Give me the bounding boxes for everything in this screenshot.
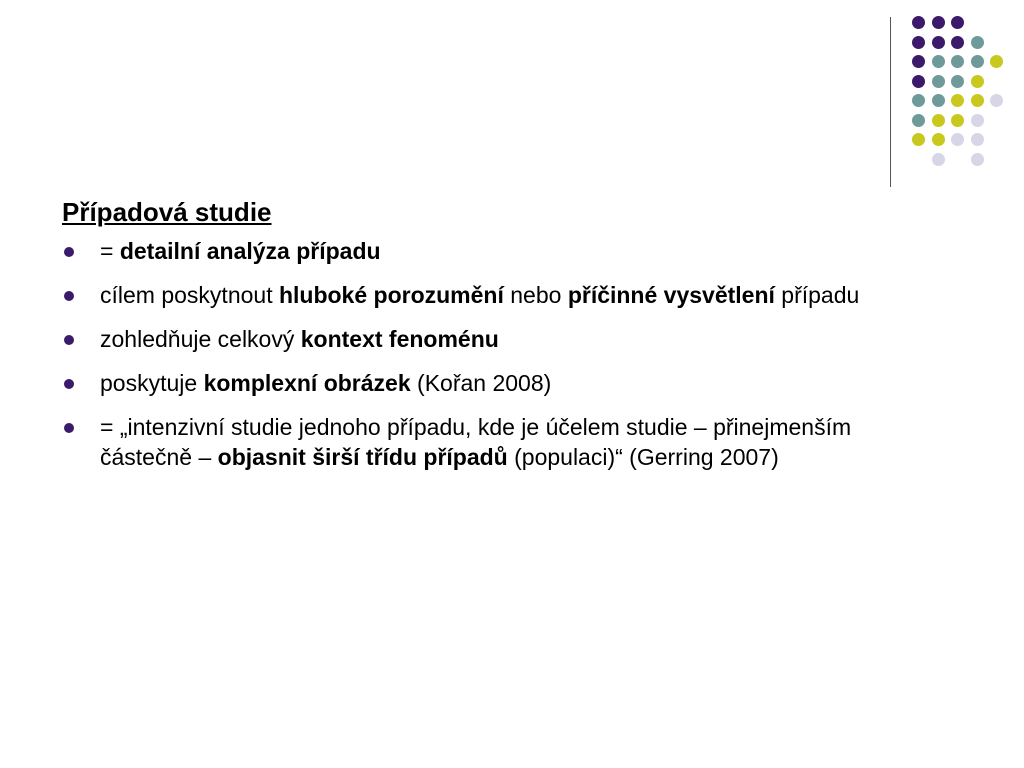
- bullet-text: =: [100, 238, 120, 264]
- bullet-text-bold: komplexní obrázek: [203, 370, 411, 396]
- bullet-text: zohledňuje celkový: [100, 326, 301, 352]
- decorative-dot: [990, 94, 1003, 107]
- bullet-dot-icon: [64, 335, 74, 345]
- bullet-text-bold: detailní analýza případu: [119, 238, 381, 264]
- decorative-dot: [951, 133, 964, 146]
- decorative-dot: [971, 94, 984, 107]
- bullet-dot-icon: [64, 423, 74, 433]
- decorative-dot: [912, 16, 925, 29]
- bullet-item: [62, 236, 922, 266]
- bullet-text: (Kořan 2008): [410, 370, 552, 396]
- decorative-dot: [971, 153, 984, 166]
- decorative-dot: [912, 36, 925, 49]
- decorative-dot: [951, 75, 964, 88]
- decorative-dot: [932, 114, 945, 127]
- decorative-dot: [912, 55, 925, 68]
- decorative-dot: [912, 114, 925, 127]
- decorative-dot: [990, 55, 1003, 68]
- decorative-dot: [951, 94, 964, 107]
- bullet-text: = „intenzivní studie jednoho případu, kde je účelem studie – přinejmenším částečně –: [100, 414, 852, 470]
- bullet-list: [62, 236, 922, 472]
- decorative-dot: [932, 94, 945, 107]
- decorative-dot: [951, 114, 964, 127]
- decorative-dot: [951, 36, 964, 49]
- decorative-dot: [932, 75, 945, 88]
- bullet-text: cílem poskytnout: [100, 282, 279, 308]
- decorative-dot: [971, 55, 984, 68]
- decorative-dot: [971, 114, 984, 127]
- bullet-text-bold: příčinné vysvětlení: [567, 282, 775, 308]
- decorative-dot: [932, 153, 945, 166]
- slide-content: [62, 196, 922, 486]
- bullet-text-bold: hluboké porozumění: [278, 282, 504, 308]
- decorative-dot: [912, 133, 925, 146]
- decorative-dot: [932, 16, 945, 29]
- slide-title: Případová studie: [62, 197, 272, 227]
- decorative-dot: [971, 36, 984, 49]
- bullet-text-bold: kontext fenoménu: [300, 326, 499, 352]
- decorative-dot: [951, 55, 964, 68]
- decorative-dot: [912, 75, 925, 88]
- bullet-item: [62, 324, 922, 354]
- divider-line: [890, 17, 891, 187]
- bullet-text: nebo: [503, 282, 568, 308]
- bullet-item: [62, 412, 922, 472]
- bullet-item: [62, 280, 922, 310]
- decorative-dot: [971, 75, 984, 88]
- bullet-text: případu: [774, 282, 860, 308]
- decorative-dot: [932, 55, 945, 68]
- bullet-item: [62, 368, 922, 398]
- bullet-text-bold: objasnit širší třídu případů: [217, 444, 508, 470]
- decorative-dot: [951, 16, 964, 29]
- bullet-dot-icon: [64, 379, 74, 389]
- bullet-dot-icon: [64, 247, 74, 257]
- bullet-text: poskytuje: [100, 370, 204, 396]
- bullet-dot-icon: [64, 291, 74, 301]
- decorative-dot: [932, 36, 945, 49]
- decorative-dot: [932, 133, 945, 146]
- bullet-text: (populaci)“ (Gerring 2007): [507, 444, 779, 470]
- decorative-dot: [912, 94, 925, 107]
- decorative-dot: [971, 133, 984, 146]
